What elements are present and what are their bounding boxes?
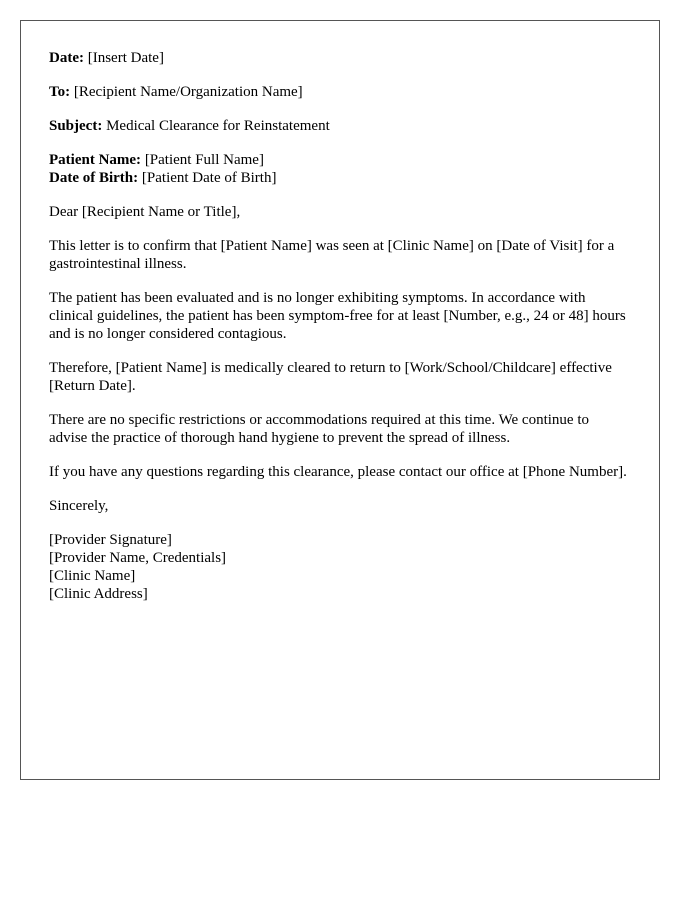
- date-line: [49, 49, 631, 67]
- date-label: Date:: [49, 50, 84, 66]
- body-paragraph-4: There are no specific restrictions or accommodations required at this time. We continue to advise the practice of thorough hand hygiene to prevent the spread of illness.: [49, 412, 589, 446]
- body-paragraph-3: Therefore, [Patient Name] is medically cleared to return to [Work/School/Childcare] effective [Return Date].: [49, 360, 612, 394]
- body-paragraph-5: If you have any questions regarding this clearance, please contact our office at [Phone Number].: [49, 464, 627, 480]
- dob-label: Date of Birth:: [49, 170, 139, 186]
- subject-line: [49, 117, 631, 135]
- body-paragraph-2: The patient has been evaluated and is no longer exhibiting symptoms. In accordance with clinical guidelines, the patient has been symptom-free for at least [Number, e.g., 24 or 48] hours and is no longer considered contagious.: [49, 290, 626, 342]
- subject-value: Medical Clearance for Reinstatement: [106, 118, 330, 134]
- patient-name-label: Patient Name:: [49, 152, 142, 168]
- provider-name: [Provider Name, Credentials]: [49, 550, 227, 566]
- dob-line: [49, 169, 631, 187]
- clinic-name: [Clinic Name]: [49, 568, 136, 584]
- body-paragraph-1: This letter is to confirm that [Patient Name] was seen at [Clinic Name] on [Date of Visit] for a gastrointestinal illness.: [49, 238, 615, 272]
- to-line: [49, 83, 631, 101]
- subject-label: Subject:: [49, 118, 103, 134]
- salutation: Dear [Recipient Name or Title],: [49, 204, 241, 220]
- date-value: [Insert Date]: [87, 50, 164, 66]
- clinic-address: [Clinic Address]: [49, 586, 148, 602]
- to-value: [Recipient Name/Organization Name]: [73, 84, 303, 100]
- provider-signature: [Provider Signature]: [49, 532, 172, 548]
- patient-name-line: [49, 151, 631, 169]
- signature-block: [49, 531, 631, 603]
- to-label: To:: [49, 84, 71, 100]
- dob-value: [Patient Date of Birth]: [141, 170, 277, 186]
- patient-name-value: [Patient Full Name]: [144, 152, 264, 168]
- letter-document: [20, 20, 660, 780]
- closing: Sincerely,: [49, 498, 109, 514]
